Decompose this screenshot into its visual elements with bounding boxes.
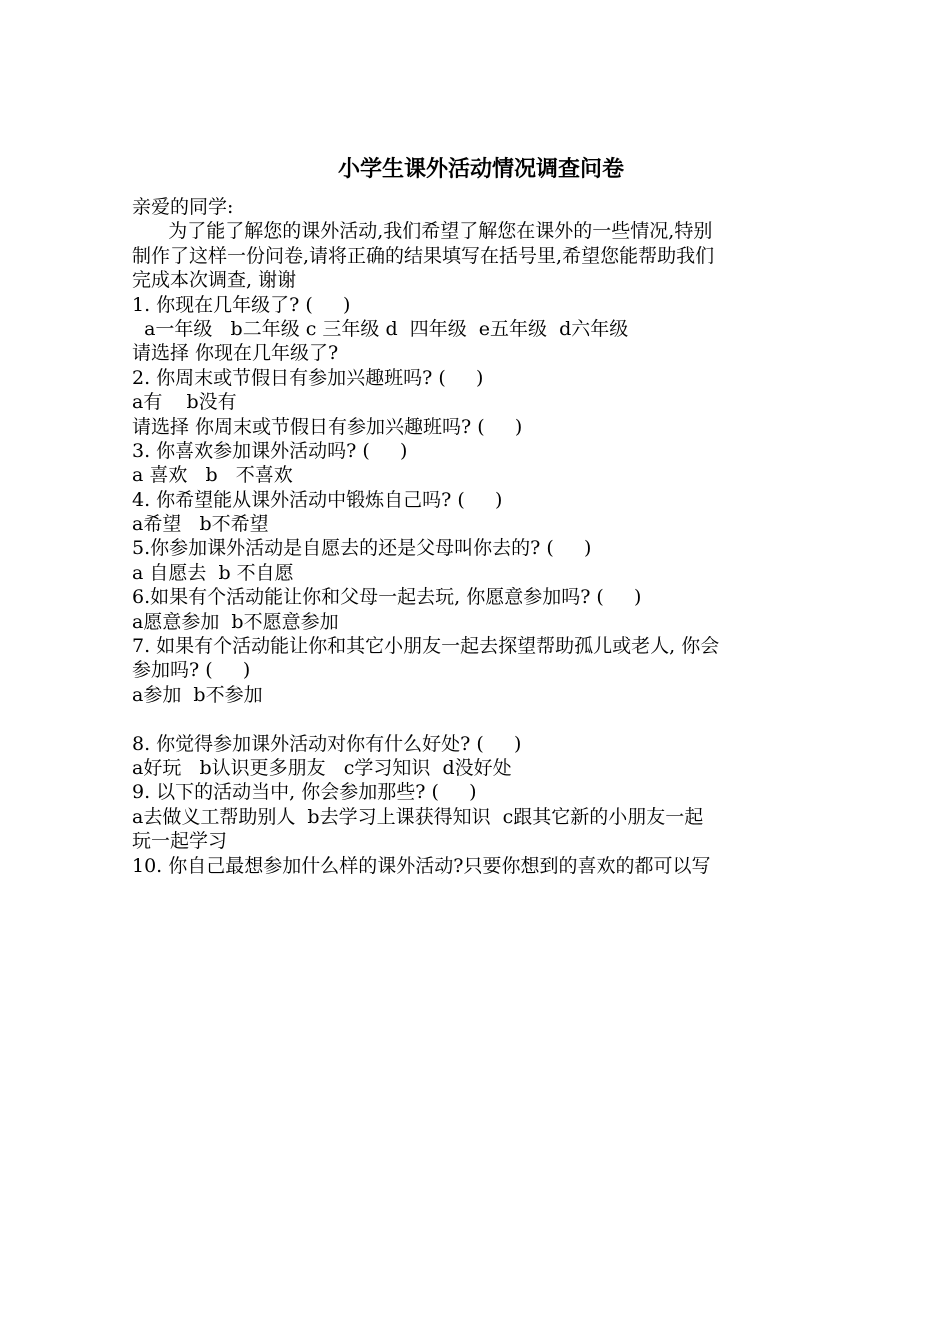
intro-line-3: 完成本次调查, 谢谢 [132, 269, 297, 292]
question-2: 2. 你周末或节假日有参加兴趣班吗? ( ) [132, 366, 484, 389]
question-9: 9. 以下的活动当中, 你会参加那些? ( ) [132, 781, 477, 804]
question-8: 8. 你觉得参加课外活动对你有什么好处? ( ) [132, 732, 522, 755]
question-4: 4. 你希望能从课外活动中锻炼自己吗? ( ) [132, 488, 503, 511]
question-7-options: a参加 b不参加 [132, 683, 263, 706]
question-6: 6.如果有个活动能让你和父母一起去玩, 你愿意参加吗? ( ) [132, 586, 642, 609]
question-1-options: a一年级 b二年级 c 三年级 d 四年级 e五年级 d六年级 [132, 317, 629, 340]
greeting-line: 亲爱的同学: [132, 196, 234, 218]
question-1-prompt: 请选择 你现在几年级了? [132, 342, 339, 365]
document-title: 小学生课外活动情况调查问卷 [337, 157, 624, 182]
intro-line-1: 为了能了解您的课外活动,我们希望了解您在课外的一些情况,特别 [132, 220, 713, 243]
blank-line [132, 707, 838, 731]
question-4-options: a希望 b不希望 [132, 513, 269, 536]
question-2-prompt: 请选择 你周末或节假日有参加兴趣班吗? ( ) [132, 415, 523, 438]
question-7-line-2: 参加吗? ( ) [132, 659, 251, 682]
question-7-line-1: 7. 如果有个活动能让你和其它小朋友一起去探望帮助孤儿或老人, 你会 [132, 635, 720, 658]
question-8-options: a好玩 b认识更多朋友 c学习知识 d没好处 [132, 756, 512, 779]
document-body [132, 195, 838, 878]
question-9-options-line-2: 玩一起学习 [132, 830, 228, 853]
question-6-options: a愿意参加 b不愿意参加 [132, 610, 339, 633]
question-5-options: a 自愿去 b 不自愿 [132, 561, 294, 584]
question-5: 5.你参加课外活动是自愿去的还是父母叫你去的? ( ) [132, 537, 592, 560]
question-3: 3. 你喜欢参加课外活动吗? ( ) [132, 439, 408, 462]
question-2-options: a有 b没有 [132, 391, 237, 414]
intro-line-2: 制作了这样一份问卷,请将正确的结果填写在括号里,希望您能帮助我们 [132, 244, 715, 267]
question-10: 10. 你自己最想参加什么样的课外活动?只要你想到的喜欢的都可以写 [132, 854, 711, 877]
question-3-options: a 喜欢 b 不喜欢 [132, 464, 293, 487]
question-1: 1. 你现在几年级了? ( ) [132, 293, 351, 316]
question-9-options-line-1: a去做义工帮助别人 b去学习上课获得知识 c跟其它新的小朋友一起 [132, 805, 704, 828]
